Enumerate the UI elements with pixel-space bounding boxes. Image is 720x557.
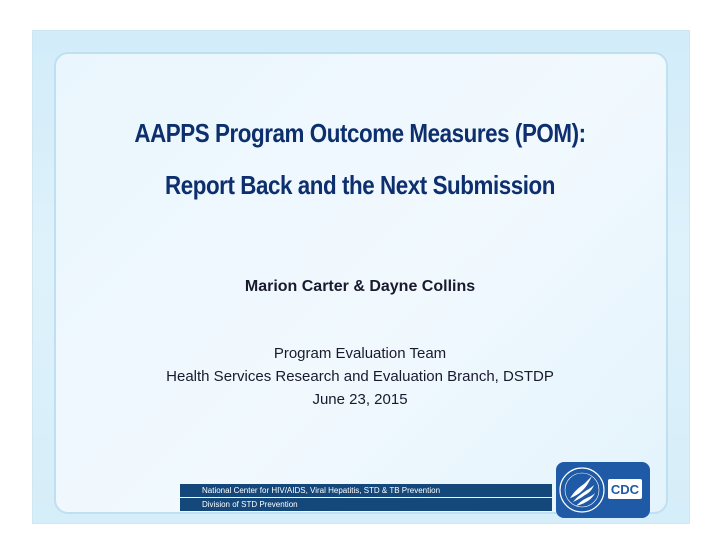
presentation-date: June 23, 2015	[312, 391, 408, 408]
cdc-logo-text: CDC	[610, 482, 640, 497]
footer-center-name: National Center for HIV/AIDS, Viral Hepatitis, STD & TB Prevention	[180, 484, 552, 497]
affiliation-team: Program Evaluation Team	[273, 345, 447, 362]
slide-title-line-2: Report Back and the Next Submission	[164, 170, 555, 200]
slide-title-line-1: AAPPS Program Outcome Measures (POM):	[134, 118, 586, 148]
footer-division-name: Division of STD Prevention	[180, 498, 552, 511]
presenter-names: Marion Carter & Dayne Collins	[244, 278, 476, 295]
cdc-logo	[556, 462, 650, 518]
affiliation-branch: Health Services Research and Evaluation Branch, DSTDP	[166, 368, 554, 385]
hhs-eagle-icon	[556, 462, 650, 518]
